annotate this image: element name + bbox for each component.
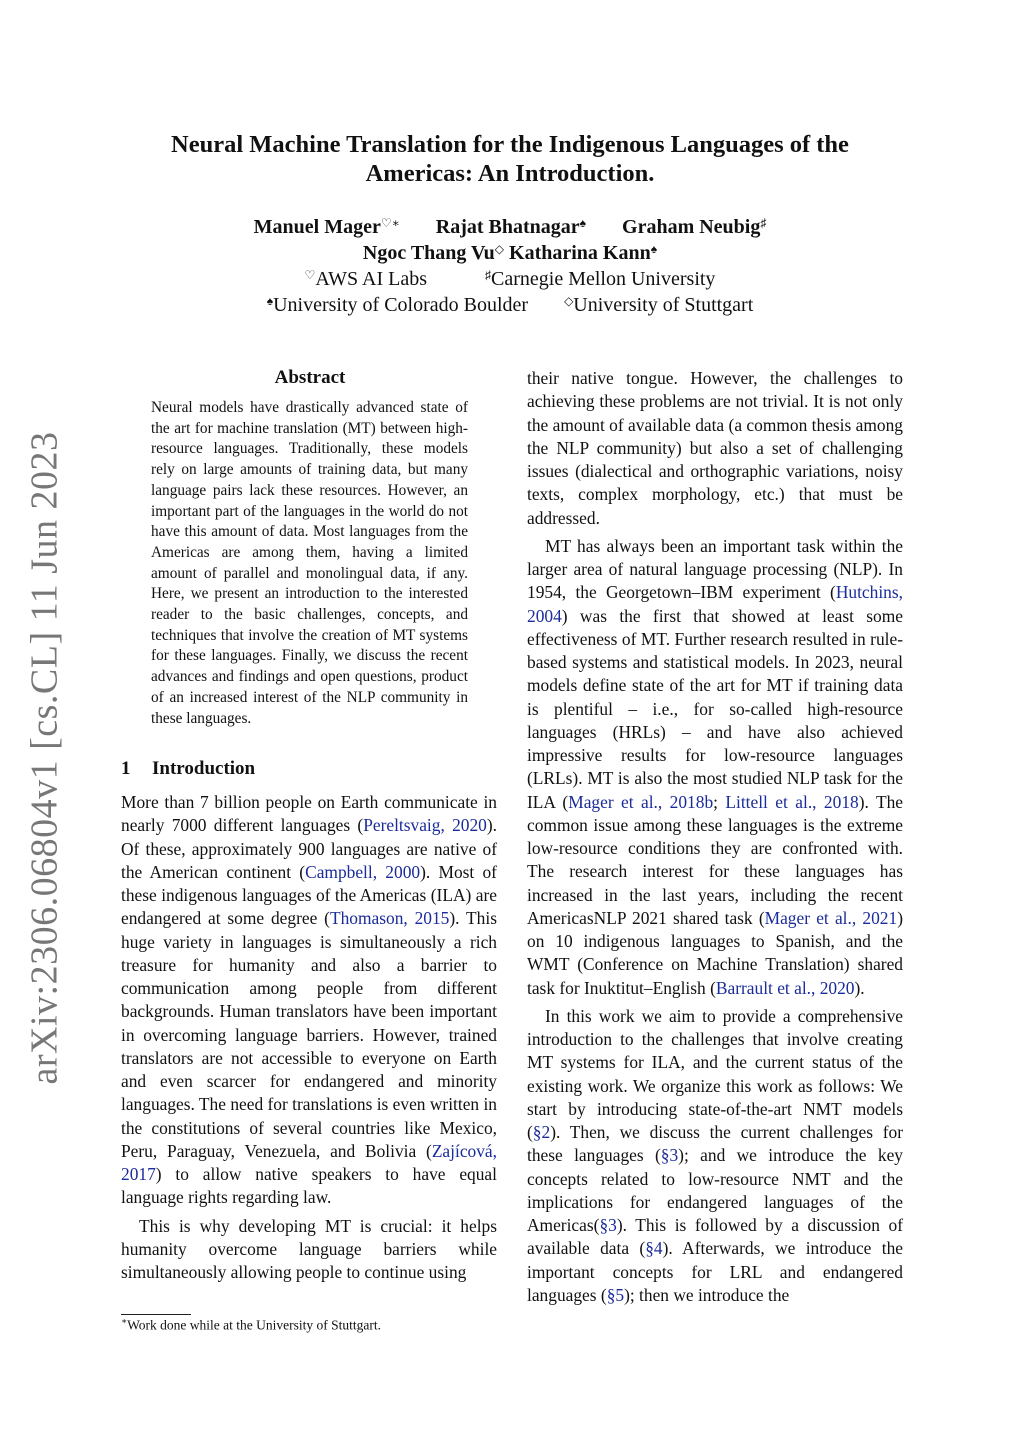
text-span: ). Most of these indigenous languages of the Americas (ILA) are endangered at some degree ( — [121, 861, 497, 929]
affiliation-name: AWS AI Labs — [315, 268, 428, 290]
citation-link[interactable]: Campbell, 2000 — [305, 861, 421, 882]
affiliation-mark: ◇ — [564, 294, 574, 308]
section-heading — [121, 757, 255, 781]
author-mark: ♡∗ — [380, 216, 400, 230]
citation-link[interactable]: Zajícová, 2017 — [121, 1140, 497, 1184]
affiliation-mark: ♯ — [485, 268, 492, 282]
text-span: ). Afterwards, we introduce the important concepts for LRL and endangered languages ( — [527, 1238, 903, 1305]
text-span: ); then we introduce the — [624, 1284, 790, 1305]
affiliation-name: University of Stuttgart — [573, 294, 754, 316]
affiliation-row-2 — [150, 292, 870, 318]
paragraph: This is why developing MT is crucial: it helps humanity overcome language barriers while simultaneously allowing people to continue using — [121, 1215, 497, 1282]
text-span: More than 7 billion people on Earth communicate in nearly 7000 different languages ( — [121, 792, 497, 836]
text-span: ). This is followed by a discussion of available data ( — [527, 1215, 903, 1259]
footnote-mark: ∗ — [121, 1316, 128, 1326]
affiliation-row-1 — [150, 266, 870, 292]
text-span: ). Of these, approximately 900 languages are native of the American continent ( — [121, 815, 497, 882]
right-column — [527, 367, 903, 1307]
section-link[interactable]: §3 — [599, 1215, 617, 1235]
left-column — [121, 791, 497, 1284]
abstract-heading: Abstract — [274, 367, 346, 388]
section-number: 1 — [121, 758, 131, 779]
citation-link[interactable]: Pereltsvaig, 2020 — [363, 815, 487, 836]
text-span: ). Then, we discuss the current challenges for these languages ( — [527, 1122, 903, 1166]
author-block — [150, 214, 870, 318]
text-span: ) on 10 indigenous languages to Spanish, and the WMT (Conference on Machine Translation) shared task for Inuktitut–English ( — [527, 907, 903, 998]
citation-link[interactable]: Littell et al., 2018 — [725, 791, 859, 812]
text-span: ). The common issue among these languages is the extreme low-resource conditions they are confronted with. The research interest for these languages has increased in the last years, including the recent AmericasNLP 2021 shared task ( — [527, 791, 903, 928]
arxiv-side-label — [20, 431, 68, 1085]
author-name: Rajat Bhatnagar — [435, 216, 580, 238]
paragraph — [527, 1005, 903, 1307]
section-link[interactable]: §2 — [532, 1122, 551, 1142]
text-span: ) to allow native speakers to have equal language rights regarding law. — [121, 1164, 497, 1208]
author-mark: ♯ — [760, 216, 767, 230]
author-mark: ◇ — [494, 242, 505, 256]
author-mark: ♠ — [579, 216, 587, 230]
text-span: ); and we introduce the key concepts related to low-resource NMT and the implications for endangered languages of the Americas( — [527, 1145, 903, 1235]
text-span: ) was the first that showed at least some effectiveness of MT. Further research resulted in rule-based systems and statistical models. In 2023, neural models define state of the art for MT if training data is plentiful – i.e., for so-called high-resource languages (HRLs) – and have also achieved impressive results for low-resource languages (LRLs). MT is also the most studied NLP task for the ILA ( — [527, 605, 903, 812]
text-span: ). — [854, 977, 865, 998]
author-row-1 — [150, 214, 870, 240]
section-title: Introduction — [152, 758, 256, 779]
citation-link[interactable]: Barrault et al., 2020 — [715, 977, 855, 998]
affiliation-name: University of Colorado Boulder — [273, 294, 529, 316]
section-link[interactable]: §4 — [645, 1238, 663, 1259]
abstract-text: Neural models have drastically advanced state of the art for machine translation (MT) between high-resource languages. Traditionally, these models rely on large amounts of training data, but many language pairs lack these resources. However, an important part of the languages in the world do not have this amount of data. Most languages from the Americas are among them, having a limited amount of parallel and monolingual data, if any. Here, we present an introduction to the interested reader to the basic challenges, concepts, and techniques that involve the creation of MT systems for these languages. Finally, we discuss the recent advances and findings and open questions, product of an increased interest of the NLP community in these languages. — [151, 399, 468, 727]
author-name: Katharina Kann — [509, 242, 651, 264]
author-name: Graham Neubig — [622, 216, 761, 238]
text-span: ). This huge variety in languages is simultaneously a rich treasure for humanity and also a barrier to communication among people from different backgrounds. Human translators have been important in overcoming language barriers. However, trained translators are not accessible to everyone on Earth and even scarcer for endangered and minority languages. The need for translations is even written in the constitutions of several countries like Mexico, Peru, Paraguay, Venezuela, and Bolivia ( — [121, 908, 497, 1161]
text-span: In this work we aim to provide a comprehensive introduction to the challenges that involve creating MT systems for ILA, and the current status of the existing work. We organize this work as follows: We start by introducing state-of-the-art NMT models ( — [527, 1005, 903, 1142]
text-span: ; — [713, 791, 726, 812]
paragraph — [121, 791, 497, 1210]
affiliation-mark: ♡ — [304, 268, 316, 282]
paragraph — [527, 535, 903, 1000]
arxiv-identifier: arXiv:2306.06804v1 [cs.CL] 11 Jun 2023 — [23, 431, 66, 1085]
text-span: MT has always been an important task within the larger area of natural language processing (NLP). In 1954, the Georgetown–IBM experiment ( — [527, 535, 903, 603]
footnote-text: Work done while at the University of Stuttgart. — [127, 1317, 381, 1333]
citation-link[interactable]: Mager et al., 2018b — [568, 791, 714, 812]
author-mark: ♠ — [650, 242, 658, 256]
affiliation-name: Carnegie Mellon University — [491, 268, 716, 290]
footnote — [121, 1311, 497, 1336]
section-link[interactable]: §5 — [606, 1284, 625, 1305]
author-name: Manuel Mager — [253, 216, 381, 238]
citation-link[interactable]: Mager et al., 2021 — [764, 907, 898, 928]
section-link[interactable]: §3 — [660, 1145, 679, 1166]
author-name: Ngoc Thang Vu — [362, 242, 495, 264]
paragraph: their native tongue. However, the challenges to achieving these problems are not trivial. It is not only the amount of available data (a common thesis among the NLP community) but also a set of challenging issues (dialectical and orthographic variations, noisy texts, complex morphology, etc.) that must be addressed. — [527, 368, 903, 528]
author-row-2 — [150, 240, 870, 266]
citation-link[interactable]: Hutchins, 2004 — [527, 582, 903, 626]
paper-title: Neural Machine Translation for the Indigenous Languages of the Americas: An Introduction. — [171, 131, 849, 187]
affiliation-mark: ♠ — [266, 294, 274, 308]
citation-link[interactable]: Thomason, 2015 — [329, 908, 450, 929]
